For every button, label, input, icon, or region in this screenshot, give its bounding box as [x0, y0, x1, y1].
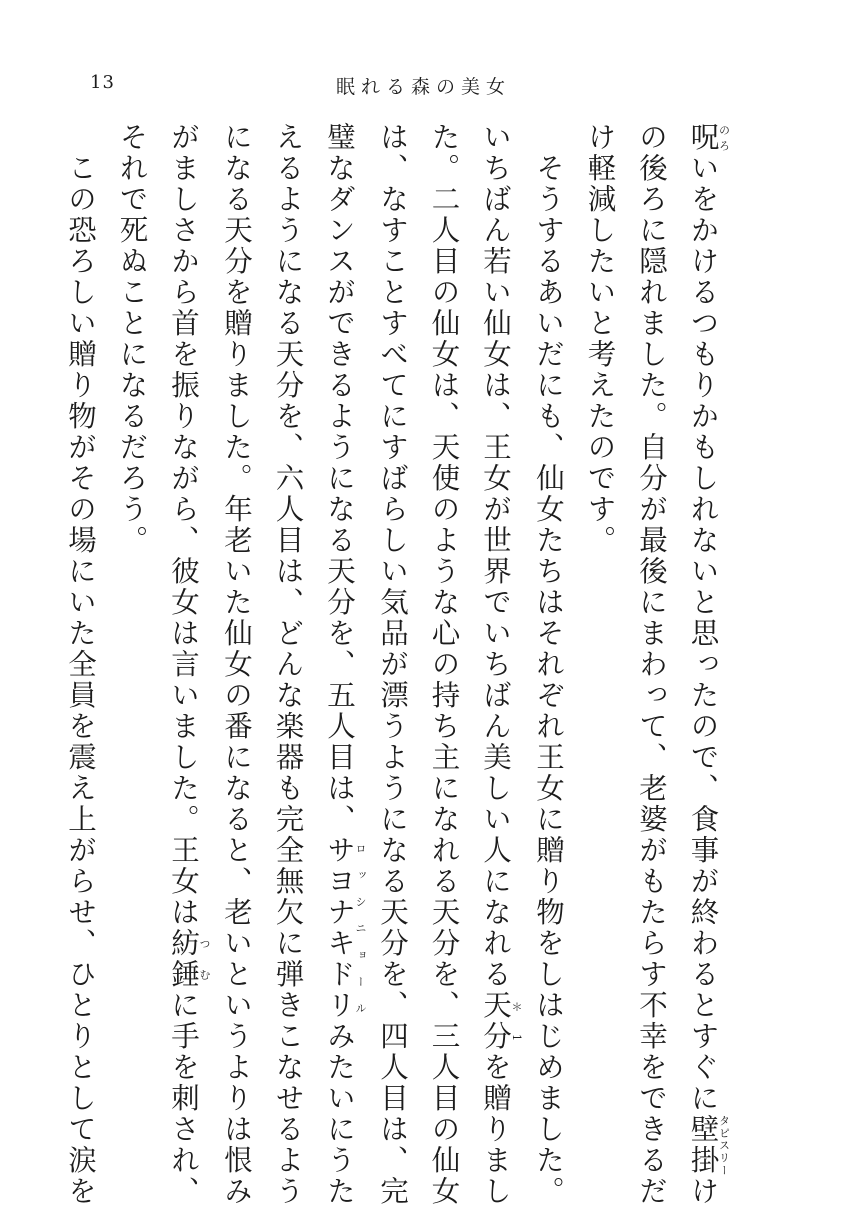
page-number: 13 [90, 72, 115, 93]
text-line: 呪のろいをかけるつもりかもしれないと思ったので、食事が終わるとすぐに壁掛タピスリーけ [686, 122, 731, 1207]
text-line: それで死ぬことになるだろう。 [115, 122, 149, 556]
running-title: 眠れる森の美女 [336, 76, 512, 98]
text-line: この恐ろしい贈り物がその場にいた全員を震え上がらせ、ひとりとして涙を [64, 122, 97, 1207]
text-line: の後ろに隠れました。自分が最後にまわって、老婆がもたらす不幸をできるだ [635, 122, 668, 1207]
text-line: は、なすことすべてにすばらしい気品が漂うようになる天分を、四人目は、完 [376, 122, 409, 1207]
text-line: け軽減したいと考えたのです。 [583, 122, 617, 556]
ruby-rossignol: サヨナキドリロッシニョール [323, 835, 367, 1021]
text-line: そうするあいだにも、仙女たちはそれぞれ王女に贈り物をしはじめました。 [532, 122, 565, 1207]
text-line: 璧なダンスができるようになる天分を、五人目は、サヨナキドリロッシニョールみたいにうた [323, 122, 367, 1207]
text-line: になる天分を贈りました。年老いた仙女の番になると、老いというよりは恨み [220, 122, 253, 1207]
text-line: いちばん若い仙女は、王女が世界でいちばん美しい人になれる天分＊1を贈りまし [479, 122, 523, 1207]
body-text [64, 122, 731, 1207]
text-line: えるようになる天分を、六人目は、どんな楽器も完全無欠に弾きこなせるよう [271, 122, 305, 1207]
ruby-tapestry: 壁掛タピスリー [686, 1114, 731, 1176]
ruby-tsumu: 紡錘つむ [167, 928, 211, 990]
ruby-noroi: 呪のろ [686, 122, 731, 153]
text-line: がましさから首を振りながら、彼女は言いました。王女は紡錘つむに手を刺され、 [167, 122, 211, 1207]
footnote-ref: 天分＊1 [479, 990, 523, 1052]
text-line: た。二人目の仙女は、天使のような心の持ち主になれる天分を、三人目の仙女 [427, 122, 461, 1207]
